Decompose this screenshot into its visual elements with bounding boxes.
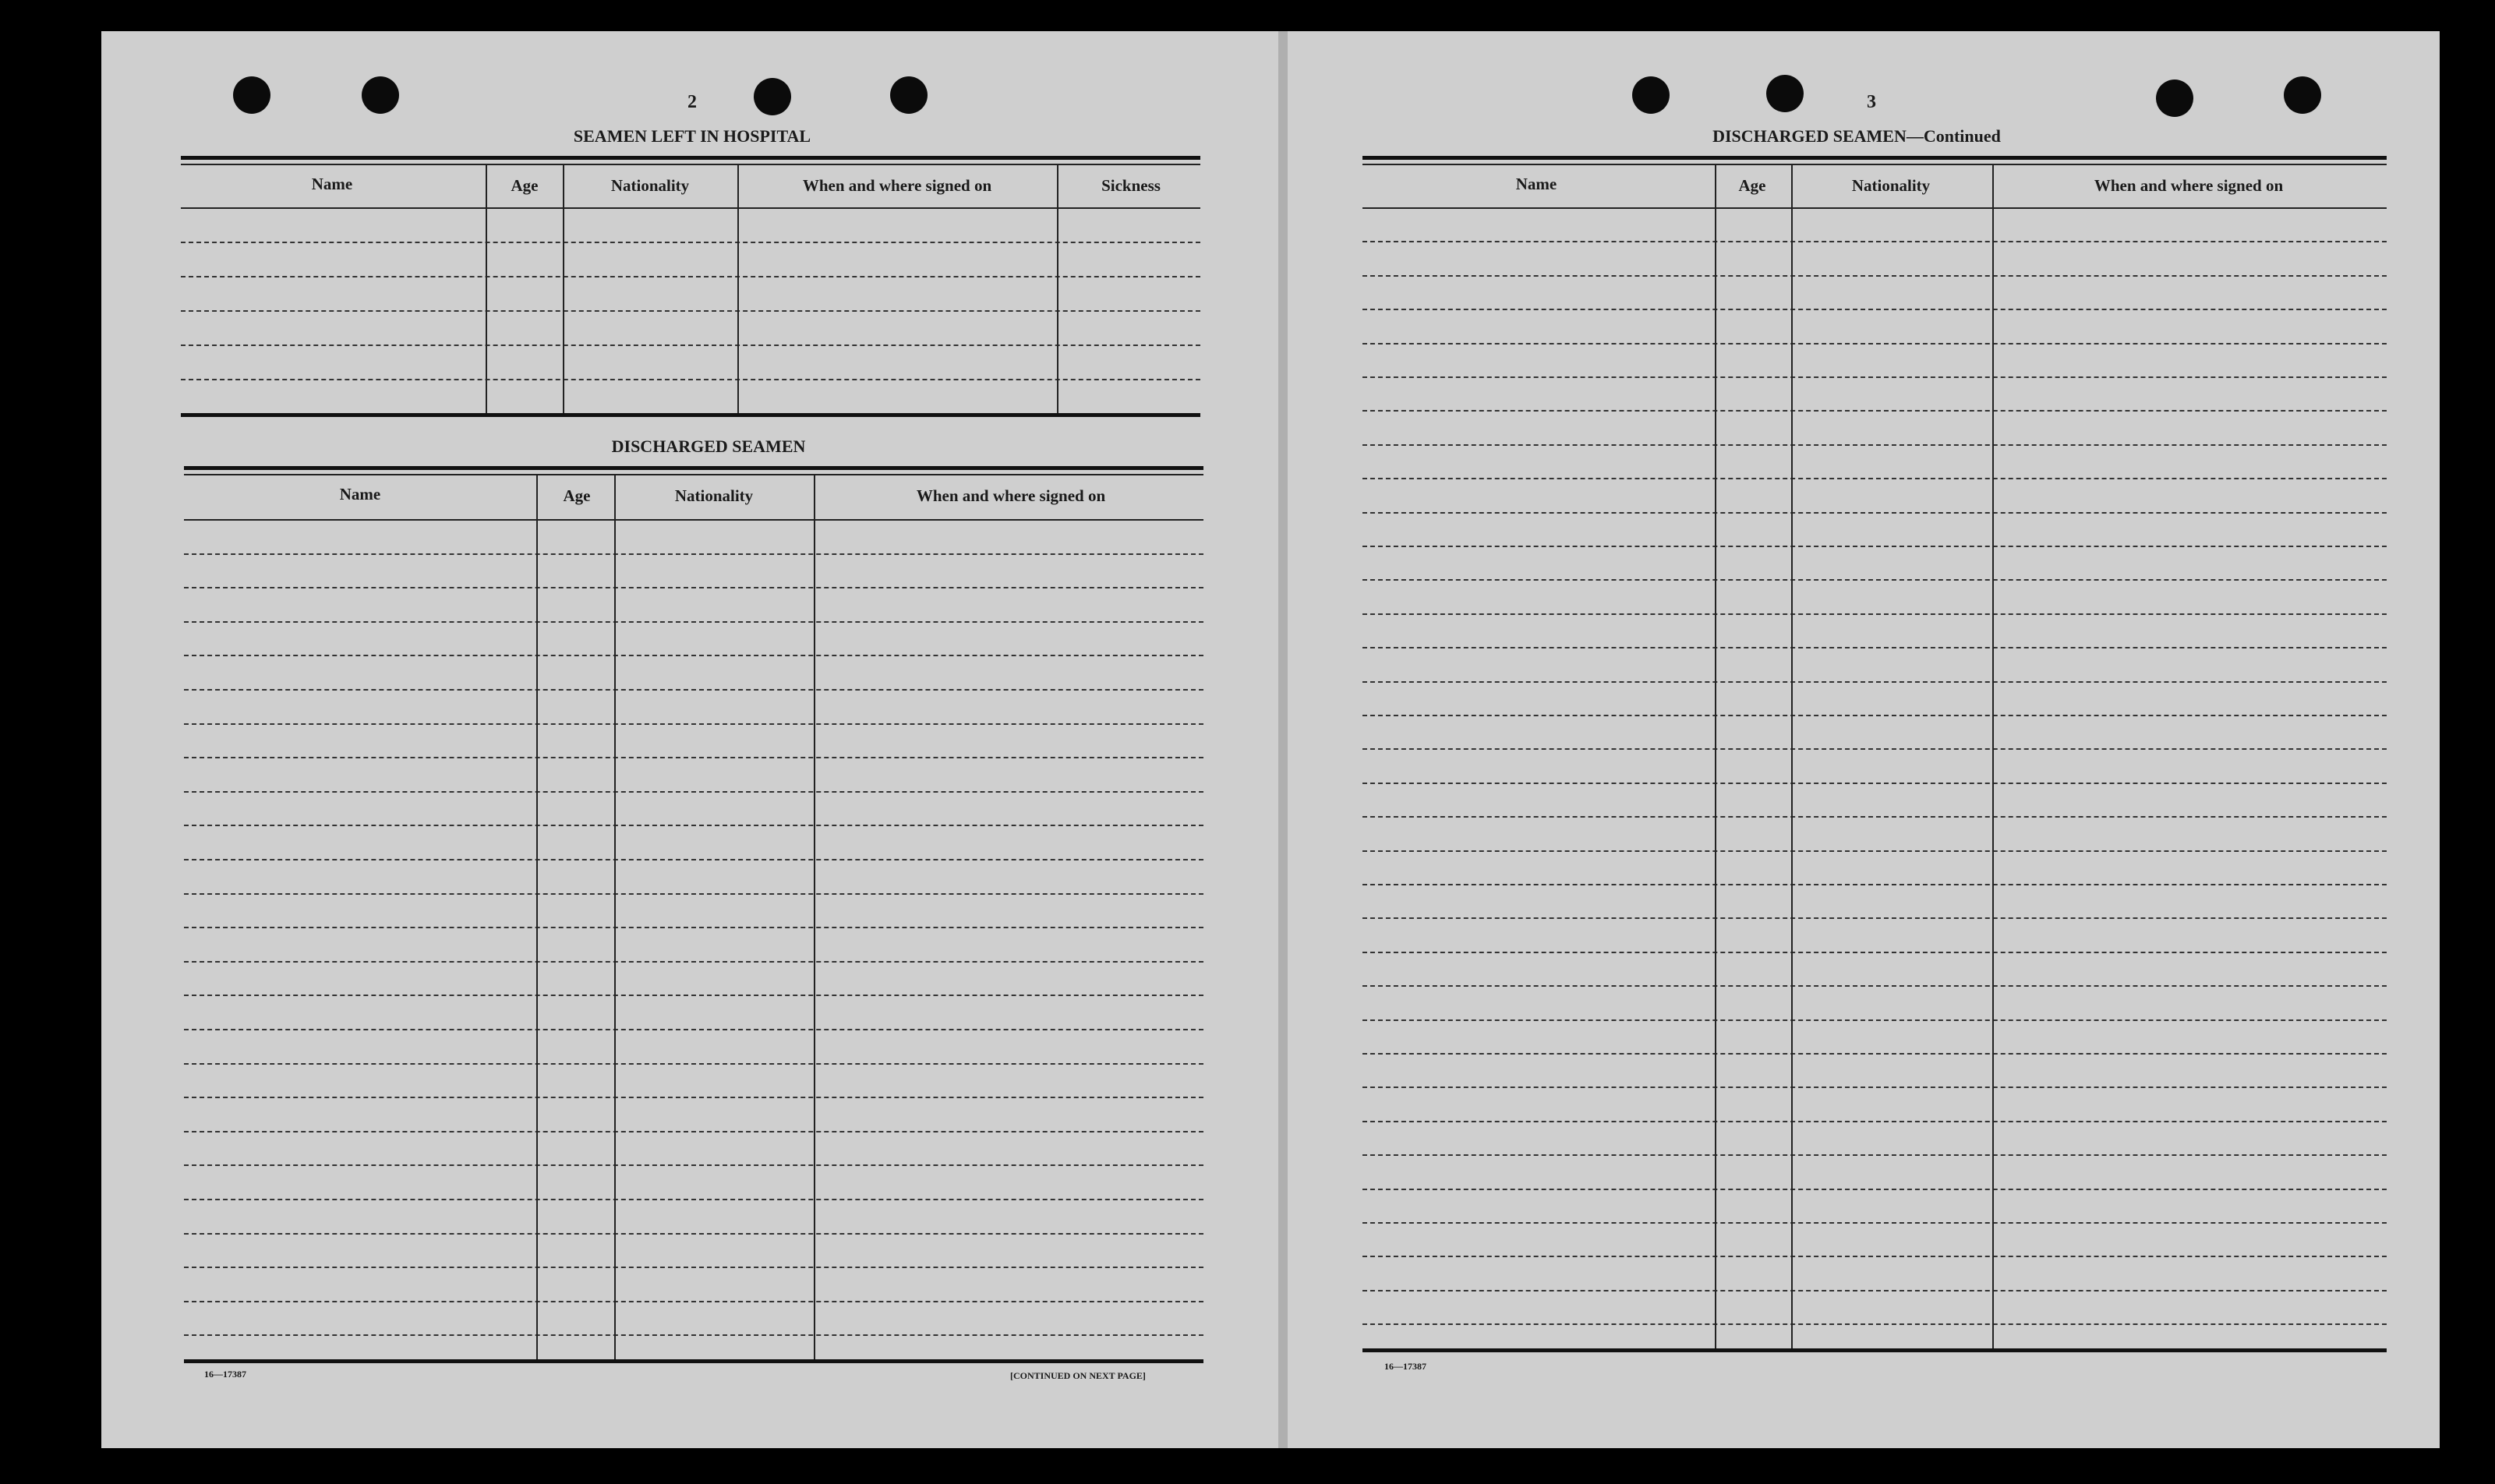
column-header-name: Name xyxy=(1515,175,1557,193)
discharged-row-line xyxy=(184,995,1203,996)
column-header-signed-on: When and where signed on xyxy=(916,486,1106,505)
discharged-row-line xyxy=(184,1097,1203,1098)
column-header-nationality: Nationality xyxy=(610,176,690,195)
discharged-continued-row-line xyxy=(1362,1189,2387,1190)
column-header-age: Age xyxy=(511,176,539,195)
discharged-continued-row-line xyxy=(1362,512,2387,514)
discharged-continued-row-line xyxy=(1362,816,2387,818)
hospital-row-line xyxy=(181,242,1200,243)
discharged-continued-column-divider xyxy=(1791,165,1793,1350)
punch-hole xyxy=(2284,76,2321,114)
column-header-nationality: Nationality xyxy=(674,486,754,505)
discharged-continued-row-line xyxy=(1362,783,2387,784)
discharged-continued-row-line xyxy=(1362,579,2387,581)
hospital-column-divider xyxy=(737,165,739,413)
discharged-continued-row-line xyxy=(1362,1154,2387,1156)
column-header-signed-on: When and where signed on xyxy=(802,176,992,195)
discharged-continued-row-line xyxy=(1362,1222,2387,1224)
section-title-suffix: —Continued xyxy=(1906,126,2001,146)
discharged-row-line xyxy=(184,1029,1203,1030)
discharged-continued-row-line xyxy=(1362,884,2387,885)
column-header-signed-on: When and where signed on xyxy=(2094,176,2284,195)
discharged-continued-row-line xyxy=(1362,613,2387,615)
discharged-column-divider xyxy=(814,475,815,1359)
discharged-continued-row-line xyxy=(1362,681,2387,683)
discharged-continued-row-line xyxy=(1362,241,2387,242)
header-rule xyxy=(184,466,1203,470)
discharged-row-line xyxy=(184,587,1203,588)
discharged-column-divider xyxy=(614,475,616,1359)
discharged-row-line xyxy=(184,1267,1203,1268)
discharged-row-line xyxy=(184,825,1203,826)
discharged-section-title: DISCHARGED SEAMEN xyxy=(611,436,806,456)
discharged-continued-row-line xyxy=(1362,748,2387,750)
header-rule xyxy=(1362,156,2387,160)
discharged-row-line xyxy=(184,1063,1203,1065)
hospital-column-divider xyxy=(563,165,564,413)
hospital-row-line xyxy=(181,344,1200,346)
discharged-continued-row-line xyxy=(1362,1086,2387,1088)
form-number: 16—17387 xyxy=(204,1369,246,1380)
header-rule xyxy=(184,474,1203,475)
discharged-row-line xyxy=(184,893,1203,895)
form-number: 16—17387 xyxy=(1384,1361,1426,1372)
discharged-row-line xyxy=(184,757,1203,758)
discharged-row-line xyxy=(184,1164,1203,1166)
document-paper xyxy=(101,31,2440,1448)
discharged-continued-row-line xyxy=(1362,1290,2387,1291)
punch-hole xyxy=(233,76,270,114)
discharged-continued-row-line xyxy=(1362,275,2387,277)
column-header-age: Age xyxy=(1738,176,1766,195)
discharged-continued-row-line xyxy=(1362,1121,2387,1122)
discharged-continued-row-line xyxy=(1362,376,2387,378)
discharged-continued-title xyxy=(1712,126,2001,147)
discharged-continued-row-line xyxy=(1362,1256,2387,1257)
discharged-continued-row-line xyxy=(1362,343,2387,344)
discharged-row-line xyxy=(184,791,1203,793)
hospital-row-line xyxy=(181,379,1200,380)
hospital-row-line xyxy=(181,310,1200,312)
discharged-continued-column-divider xyxy=(1992,165,1994,1350)
discharged-continued-row-line xyxy=(1362,1323,2387,1325)
column-header-nationality: Nationality xyxy=(1851,176,1931,195)
discharged-row-line xyxy=(184,927,1203,928)
discharged-row-line xyxy=(184,1199,1203,1200)
header-rule xyxy=(181,164,1200,165)
discharged-row-line xyxy=(184,553,1203,555)
discharged-row-line xyxy=(184,621,1203,623)
punch-hole xyxy=(1632,76,1670,114)
hospital-section-title: SEAMEN LEFT IN HOSPITAL xyxy=(573,126,811,146)
discharged-continued-row-line xyxy=(1362,309,2387,310)
discharged-continued-row-line xyxy=(1362,715,2387,716)
column-header-age: Age xyxy=(563,486,591,505)
hospital-column-divider xyxy=(1057,165,1058,413)
discharged-row-line xyxy=(184,723,1203,725)
column-header-name: Name xyxy=(311,175,353,193)
punch-hole xyxy=(890,76,928,114)
discharged-end-rule xyxy=(184,1359,1203,1363)
punch-hole xyxy=(754,78,791,115)
punch-hole xyxy=(2156,80,2193,117)
discharged-continued-row-line xyxy=(1362,546,2387,547)
discharged-continued-row-line xyxy=(1362,444,2387,446)
discharged-continued-row-line xyxy=(1362,478,2387,479)
discharged-row-line xyxy=(184,655,1203,656)
column-header-name: Name xyxy=(339,485,381,504)
discharged-continued-row-line xyxy=(1362,1053,2387,1055)
discharged-continued-column-divider xyxy=(1715,165,1716,1350)
continued-note: [CONTINUED ON NEXT PAGE] xyxy=(1010,1370,1146,1381)
discharged-row-line xyxy=(184,1131,1203,1132)
hospital-end-rule xyxy=(181,413,1200,417)
header-rule xyxy=(181,156,1200,160)
page-number: 3 xyxy=(1867,92,1876,112)
discharged-row-line xyxy=(184,961,1203,963)
discharged-continued-row-line xyxy=(1362,985,2387,987)
page-number: 2 xyxy=(687,92,697,112)
discharged-row-line xyxy=(184,1334,1203,1336)
hospital-column-divider xyxy=(486,165,487,413)
punch-hole xyxy=(362,76,399,114)
page-gutter xyxy=(1278,31,1288,1448)
discharged-continued-row-line xyxy=(1362,952,2387,953)
discharged-row-line xyxy=(184,859,1203,860)
discharged-continued-row-line xyxy=(1362,1019,2387,1021)
discharged-row-line xyxy=(184,1301,1203,1302)
discharged-row-line xyxy=(184,689,1203,691)
discharged-continued-row-line xyxy=(1362,410,2387,412)
discharged-continued-row-line xyxy=(1362,647,2387,648)
section-title-text: DISCHARGED SEAMEN xyxy=(1712,126,1907,146)
discharged-continued-end-rule xyxy=(1362,1348,2387,1352)
discharged-continued-row-line xyxy=(1362,850,2387,852)
discharged-row-line xyxy=(184,1233,1203,1235)
discharged-continued-header-bottom-rule xyxy=(1362,207,2387,209)
discharged-continued-row-line xyxy=(1362,917,2387,919)
discharged-header-bottom-rule xyxy=(184,519,1203,521)
hospital-header-bottom-rule xyxy=(181,207,1200,209)
header-rule xyxy=(1362,164,2387,165)
hospital-row-line xyxy=(181,276,1200,277)
column-header-sickness: Sickness xyxy=(1101,176,1161,195)
discharged-column-divider xyxy=(536,475,538,1359)
punch-hole xyxy=(1766,75,1804,112)
